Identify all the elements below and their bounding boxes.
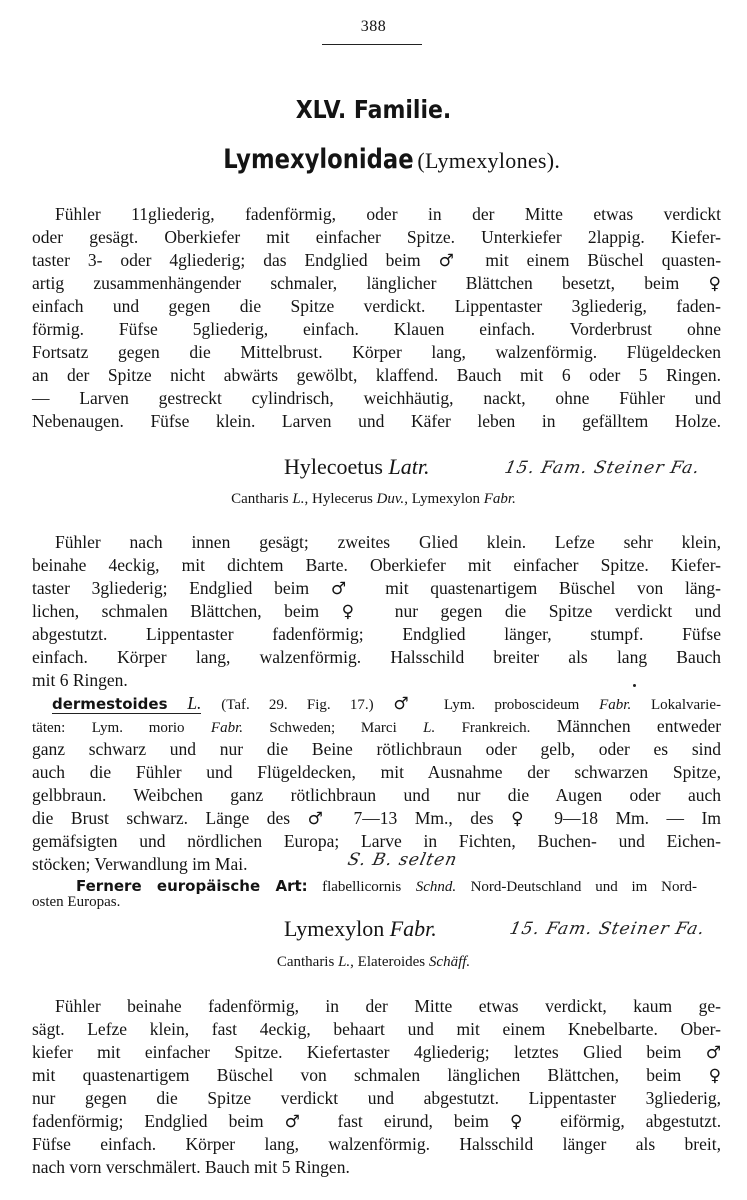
hylecoetus-line-4a: lichen, schmalen Blättchen, beim xyxy=(32,601,320,621)
female-symbol: ♀ xyxy=(341,602,373,622)
further-species-line-1 xyxy=(76,874,697,898)
hylecoetus-line-1: Fühler nach innen gesägt; zweites Glied klein. Lefze sehr klein, xyxy=(55,532,721,552)
text: täten: xyxy=(32,720,66,736)
family-heading: XLV. Familie. xyxy=(295,95,452,124)
hylecoetus-line-4 xyxy=(32,600,721,623)
synonym: Lym. proboscideum xyxy=(443,697,580,713)
hylecoetus-line-3b: mit quastenartigem Büschel von läng- xyxy=(385,578,722,598)
genus-name: Lymexylon xyxy=(284,916,385,941)
lymexylon-line-5: nur gegen die Spitze verdickt und abgestutzt. Lippentaster 3gliederig, xyxy=(32,1088,721,1108)
intro-line-1: Fühler 11gliederig, fadenförmig, oder in der Mitte etwas verdickt xyxy=(55,204,721,224)
synonym-author: Schäff. xyxy=(428,954,471,970)
handwritten-note-2: S. B. selten xyxy=(345,850,460,870)
text: kiefer mit einfacher Spitze. Kiefertaster 4gliederig; letztes Glied beim xyxy=(32,1042,682,1062)
synonym-author: L. xyxy=(338,954,351,970)
dermestoides-line-4: auch die Fühler und Flügeldecken, mit Ausnahme der schwarzen Spitze, xyxy=(32,762,721,782)
intro-line-6: förmig. Füfse 5gliederig, einfach. Klauen einfach. Vorderbrust ohne xyxy=(32,319,721,339)
intro-line-9: — Larven gestreckt cylindrisch, weichhäutig, nackt, ohne Fühler und xyxy=(32,388,721,408)
lymexylon-line-1: Fühler beinahe fadenförmig, in der Mitte etwas verdickt, kaum ge- xyxy=(55,996,721,1016)
dermestoides-line-3: ganz schwarz und nur die Beine rötlichbraun oder gelb, oder es sind xyxy=(32,739,721,759)
text: 7—13 Mm., des xyxy=(353,808,494,828)
further-species-line-2: osten Europas. xyxy=(32,894,121,910)
intro-line-10: Nebenaugen. Füfse klein. Larven und Käfer leben in gefälltem Holze. xyxy=(32,411,721,431)
synonym: , Lymexylon xyxy=(404,491,481,507)
dermestoides-line-5: gelbbraun. Weibchen ganz rötlichbraun und nur die Augen oder auch xyxy=(32,785,721,805)
family-alt-name: (Lymexylones). xyxy=(417,148,561,173)
synonym: , Hylecerus xyxy=(304,491,373,507)
lymexylon-line-2: sägt. Lefze klein, fast 4eckig, behaart und mit einem Knebelbarte. Ober- xyxy=(32,1019,721,1039)
male-symbol: ♂ xyxy=(438,251,468,271)
text: fast eirund, beim xyxy=(337,1111,489,1131)
further-species-label: Fernere europäische Art: xyxy=(76,877,308,895)
hylecoetus-line-3 xyxy=(32,577,721,600)
dermestoides-line-7: gemäfsigten und nördlichen Europa; Larve in Fichten, Buchen- und Eichen- xyxy=(32,831,721,851)
intro-line-8: an der Spitze nicht abwärts gewölbt, klaffend. Bauch mit 6 oder 5 Ringen. xyxy=(32,365,721,385)
intro-line-3a: taster 3- oder 4gliederig; das Endglied beim xyxy=(32,250,421,270)
genus-hylecoetus-heading xyxy=(284,456,429,478)
variety: Schweden; Marci xyxy=(269,720,397,736)
female-symbol: ♀ xyxy=(708,274,721,294)
lymexylon-line-4 xyxy=(32,1064,721,1087)
species-name: dermestoides xyxy=(52,695,168,713)
genus-name: Hylecoetus xyxy=(284,454,383,479)
variety-author: Fabr. xyxy=(210,720,243,736)
genus-lymexylon-heading xyxy=(284,918,437,940)
synonym-author: Fabr. xyxy=(483,491,516,507)
text: mit quastenartigem Büschel von schmalen länglichen Blättchen, beim xyxy=(32,1065,682,1085)
family-title xyxy=(0,144,747,175)
intro-line-5: einfach und gegen die Spitze verdickt. Lippentaster 3gliederig, faden- xyxy=(32,296,721,316)
lymexylon-line-7: Füfse einfach. Körper lang, walzenförmig. Halsschild länger als breit, xyxy=(32,1134,721,1154)
hylecoetus-line-3a: taster 3gliederig; Endglied beim xyxy=(32,578,310,598)
intro-line-4a: artig zusammenhängender schmaler, länglicher Blättchen besetzt, beim xyxy=(32,273,680,293)
dermestoides-line-2 xyxy=(32,715,721,739)
lymexylon-line-3 xyxy=(32,1041,721,1064)
text: Frankreich. xyxy=(461,720,531,736)
family-name: Lymexylonidae xyxy=(223,144,414,175)
lymexylon-line-6 xyxy=(32,1110,721,1133)
genus-lymexylon-synonyms xyxy=(0,951,747,973)
text: fadenförmig; Endglied beim xyxy=(32,1111,264,1131)
female-symbol: ♀ xyxy=(511,809,537,829)
male-symbol: ♂ xyxy=(330,579,364,599)
variety-author: L. xyxy=(423,720,436,736)
text: Männchen entweder xyxy=(556,716,722,736)
synonym: Cantharis xyxy=(276,954,335,970)
hylecoetus-line-6: einfach. Körper lang, walzenförmig. Halsschild breiter als lang Bauch xyxy=(32,647,721,667)
page-number-rule xyxy=(322,44,422,45)
handwritten-note-3: 15. Fam. Steiner Fa. xyxy=(507,919,707,939)
lymexylon-line-8: nach vorn verschmälert. Bauch mit 5 Ringen. xyxy=(32,1157,350,1177)
intro-line-3b: mit einem Büschel quasten- xyxy=(485,250,722,270)
synonym-author: L. xyxy=(292,491,305,507)
female-symbol: ♀ xyxy=(509,1112,540,1132)
intro-line-3 xyxy=(32,249,721,272)
male-symbol: ♂ xyxy=(705,1043,722,1063)
page-number: 388 xyxy=(360,18,387,35)
text: eiförmig, abgestutzt. xyxy=(560,1111,722,1131)
species-name: flabellicornis xyxy=(322,879,402,895)
female-symbol: ♀ xyxy=(708,1066,722,1086)
dermestoides-line-1 xyxy=(52,692,721,716)
synonym: Cantharis xyxy=(231,491,289,507)
handwritten-note-1: 15. Fam. Steiner Fa. xyxy=(502,458,702,478)
dermestoides-line-6 xyxy=(32,807,721,830)
text: 9—18 Mm. — Im xyxy=(554,808,721,828)
hylecoetus-line-4b: nur gegen die Spitze verdickt und xyxy=(394,601,722,621)
text: die Brust schwarz. Länge des xyxy=(32,808,291,828)
genus-hylecoetus-synonyms xyxy=(0,488,747,510)
male-symbol: ♂ xyxy=(307,809,337,829)
male-symbol: ♂ xyxy=(284,1112,317,1132)
intro-line-2: oder gesägt. Oberkiefer mit einfacher Spitze. Unterkiefer 2lappig. Kiefer- xyxy=(32,227,721,247)
ink-speck xyxy=(633,684,636,687)
hylecoetus-line-7: mit 6 Ringen. xyxy=(32,670,128,690)
species-name-underlined xyxy=(52,693,201,714)
synonym-author: Fabr. xyxy=(599,697,632,713)
species-author: Schnd. xyxy=(415,879,457,895)
intro-line-4 xyxy=(32,272,721,295)
variety: Lym. morio xyxy=(91,720,185,736)
synonym: , Elateroides xyxy=(350,954,426,970)
male-symbol: ♂ xyxy=(393,694,425,714)
intro-line-7: Fortsatz gegen die Mittelbrust. Körper lang, walzenförmig. Flügeldecken xyxy=(32,342,721,362)
genus-author: Fabr. xyxy=(389,916,437,941)
text: Lokalvarie- xyxy=(651,697,721,713)
hylecoetus-line-5: abgestutzt. Lippentaster fadenförmig; Endglied länger, stumpf. Füfse xyxy=(32,624,721,644)
hylecoetus-line-2: beinahe 4eckig, mit dichtem Barte. Oberkiefer mit einfacher Spitze. Kiefer- xyxy=(32,555,721,575)
species-author: L. xyxy=(187,693,202,713)
text: Nord-Deutschland und im Nord- xyxy=(470,879,697,895)
synonym-author: Duv. xyxy=(376,491,405,507)
plate-reference: (Taf. 29. Fig. 17.) xyxy=(221,697,374,713)
genus-author: Latr. xyxy=(388,454,430,479)
dermestoides-line-8: stöcken; Verwandlung im Mai. xyxy=(32,854,248,874)
